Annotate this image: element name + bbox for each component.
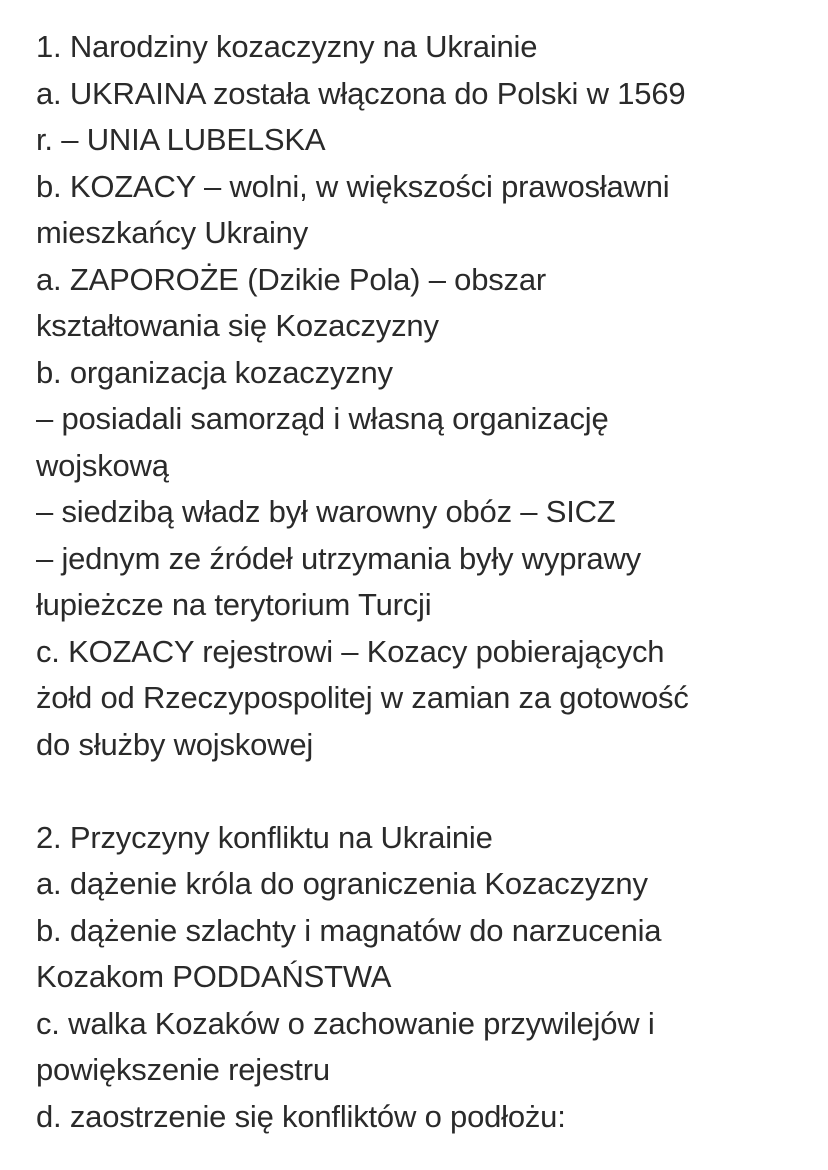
text-line: powiększenie rejestru — [36, 1052, 330, 1087]
text-line: c. KOZACY rejestrowi – Kozacy pobierających — [36, 633, 665, 669]
text-line: – posiadali samorząd i własną organizację — [36, 401, 609, 436]
text-line: mieszkańcy Ukrainy — [36, 215, 309, 250]
text-line: żołd od Rzeczypospolitej w zamian za gotowość — [36, 680, 689, 715]
text-line: – jednym ze źródeł utrzymania były wyprawy — [36, 540, 641, 576]
paragraph-spacer — [36, 768, 816, 815]
text-line: a. ZAPOROŻE (Dzikie Pola) – obszar — [36, 261, 547, 297]
text-line: Kozakom PODDAŃSTWA — [36, 959, 392, 994]
section-1-heading: 1. Narodziny kozaczyzny na Ukrainie — [36, 29, 538, 64]
text-line: – siedzibą władz był warowny obóz – SICZ — [36, 494, 616, 529]
text-line: d. zaostrzenie się konfliktów o podłożu: — [36, 1098, 566, 1134]
section-2 — [36, 815, 816, 1141]
text-line: łupieżcze na terytorium Turcji — [36, 587, 432, 622]
section-1 — [36, 24, 816, 768]
text-line: c. walka Kozaków o zachowanie przywilejów i — [36, 1005, 655, 1041]
section-2-heading: 2. Przyczyny konfliktu na Ukrainie — [36, 819, 493, 855]
text-line: kształtowania się Kozaczyzny — [36, 308, 439, 343]
text-line: wojskową — [36, 447, 169, 483]
text-line: b. KOZACY – wolni, w większości prawosławni — [36, 168, 670, 204]
document-text — [36, 24, 816, 1140]
text-line: do służby wojskowej — [36, 726, 314, 762]
text-line: b. organizacja kozaczyzny — [36, 354, 393, 390]
text-line: b. dążenie szlachty i magnatów do narzucenia — [36, 912, 662, 948]
text-line: a. UKRAINA została włączona do Polski w 1569 — [36, 75, 686, 111]
text-line: r. – UNIA LUBELSKA — [36, 122, 326, 157]
text-line: a. dążenie króla do ograniczenia Kozaczyzny — [36, 866, 648, 901]
